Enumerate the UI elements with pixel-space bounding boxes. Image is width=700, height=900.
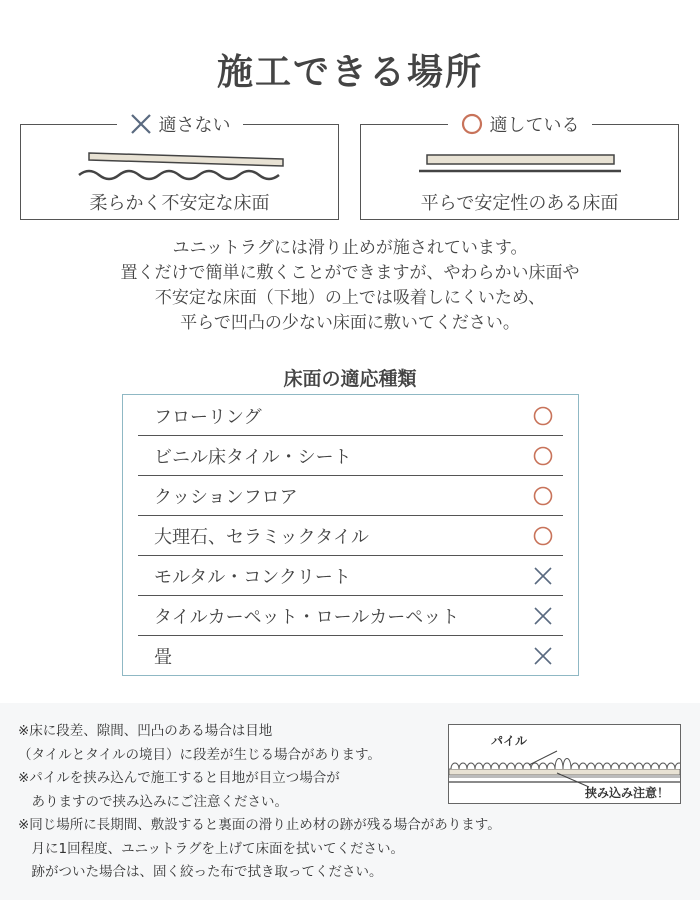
pile-loop <box>587 763 595 769</box>
description-line: 平らで凹凸の少ない床面に敷いてください。 <box>180 313 520 333</box>
floor-type-name: フローリング <box>154 406 262 428</box>
pile-loop <box>459 763 467 769</box>
note-line: ※床に段差、隙間、凹凸のある場合は目地 <box>18 723 273 739</box>
note-line: 跡がついた場合は、固く絞った布で拭き取ってください。 <box>18 864 383 880</box>
unsuitable-mark <box>523 565 563 587</box>
cross-icon <box>532 645 554 667</box>
note-line: 月に1回程度、ユニットラグを上げて床面を拭いてください。 <box>18 840 405 857</box>
pile-loop <box>603 763 611 769</box>
pile-loop <box>659 763 667 769</box>
pile-loop <box>563 759 571 770</box>
suitable-label <box>448 111 592 137</box>
pile-loop <box>667 763 675 769</box>
pile-loop <box>627 763 635 769</box>
floor-type-name: モルタル・コンクリート <box>154 566 351 588</box>
pile-loop <box>547 763 555 769</box>
description-line: 置くだけで簡単に敷くことができますが、やわらかい床面や <box>120 263 580 283</box>
page-title: 施工できる場所 <box>216 52 483 93</box>
floor-type-name: ビニル床タイル・シート <box>154 446 352 468</box>
circle-icon <box>460 112 484 136</box>
floor-type-name: 大理石、セラミックタイル <box>154 526 369 548</box>
cross-icon <box>129 112 153 136</box>
unstable-floor-illustration <box>21 147 340 187</box>
unsuitable-label-text: 適さない <box>158 115 231 136</box>
description <box>0 236 700 336</box>
pile-loop <box>475 763 483 769</box>
pile-loop <box>635 763 643 769</box>
unsuitable-label <box>117 111 243 137</box>
circle-icon <box>532 485 554 507</box>
pile-loop <box>611 763 619 769</box>
pile-label: パイル <box>491 734 528 748</box>
pile-loop <box>499 763 507 769</box>
pile-diagram <box>448 724 681 804</box>
suitable-mark <box>523 445 563 467</box>
pile-loop <box>523 763 531 769</box>
unsuitable-panel <box>20 115 339 220</box>
pile-loop <box>507 763 515 769</box>
circle-icon <box>532 405 554 427</box>
cross-icon <box>532 565 554 587</box>
table-row <box>138 556 563 596</box>
floor-type-name: 畳 <box>154 647 172 668</box>
suitable-label-text: 適している <box>489 115 580 136</box>
circle-icon <box>532 525 554 547</box>
pile-loop <box>451 763 459 769</box>
table-row <box>138 396 563 436</box>
unsuitable-mark <box>523 605 563 627</box>
pile-loop <box>491 763 499 769</box>
suitable-panel <box>360 115 679 220</box>
pile-illustration <box>449 725 680 803</box>
floor-type-name: クッションフロア <box>154 486 298 508</box>
stable-floor-illustration <box>361 147 680 187</box>
notes <box>18 720 501 885</box>
cross-icon <box>532 605 554 627</box>
pinch-warning-label: 挟み込み注意！ <box>585 786 670 800</box>
floor-type-name: タイルカーペット・ロールカーペット <box>154 606 460 628</box>
table-row <box>138 636 563 676</box>
pile-loop <box>675 763 680 769</box>
table-row <box>138 436 563 476</box>
pile-loop <box>515 763 523 769</box>
suitable-mark <box>523 525 563 547</box>
circle-icon <box>532 445 554 467</box>
pile-loop <box>467 763 475 769</box>
pile-loop <box>571 763 579 769</box>
pile-loop <box>595 763 603 769</box>
note-line: ※パイルを挟み込んで施工すると目地が目立つ場合が <box>18 770 340 786</box>
note-line: ありますので挟み込みにご注意ください。 <box>18 793 288 810</box>
unsuitable-mark <box>523 645 563 667</box>
pile-loop <box>555 759 563 770</box>
table-title: 床面の適応種類 <box>283 368 417 390</box>
table-row <box>138 476 563 516</box>
unsuitable-caption: 柔らかく不安定な床面 <box>89 193 270 214</box>
pile-loop <box>651 763 659 769</box>
pile-loop <box>643 763 651 769</box>
description-line: ユニットラグには滑り止めが施されています。 <box>172 238 528 258</box>
note-line: （タイルとタイルの境目）に段差が生じる場合があります。 <box>18 746 381 763</box>
table-row <box>138 596 563 636</box>
table-row <box>138 516 563 556</box>
suitable-mark <box>523 405 563 427</box>
pile-loop <box>539 763 547 769</box>
suitable-caption: 平らで安定性のある床面 <box>420 193 619 214</box>
description-line: 不安定な床面（下地）の上では吸着しにくいため、 <box>154 288 546 308</box>
note-line: ※同じ場所に長期間、敷設すると裏面の滑り止め材の跡が残る場合があります。 <box>18 817 501 833</box>
pile-loop <box>483 763 491 769</box>
floor-type-table <box>122 394 579 676</box>
pile-loop <box>619 763 627 769</box>
suitable-mark <box>523 485 563 507</box>
pile-loop <box>579 763 587 769</box>
